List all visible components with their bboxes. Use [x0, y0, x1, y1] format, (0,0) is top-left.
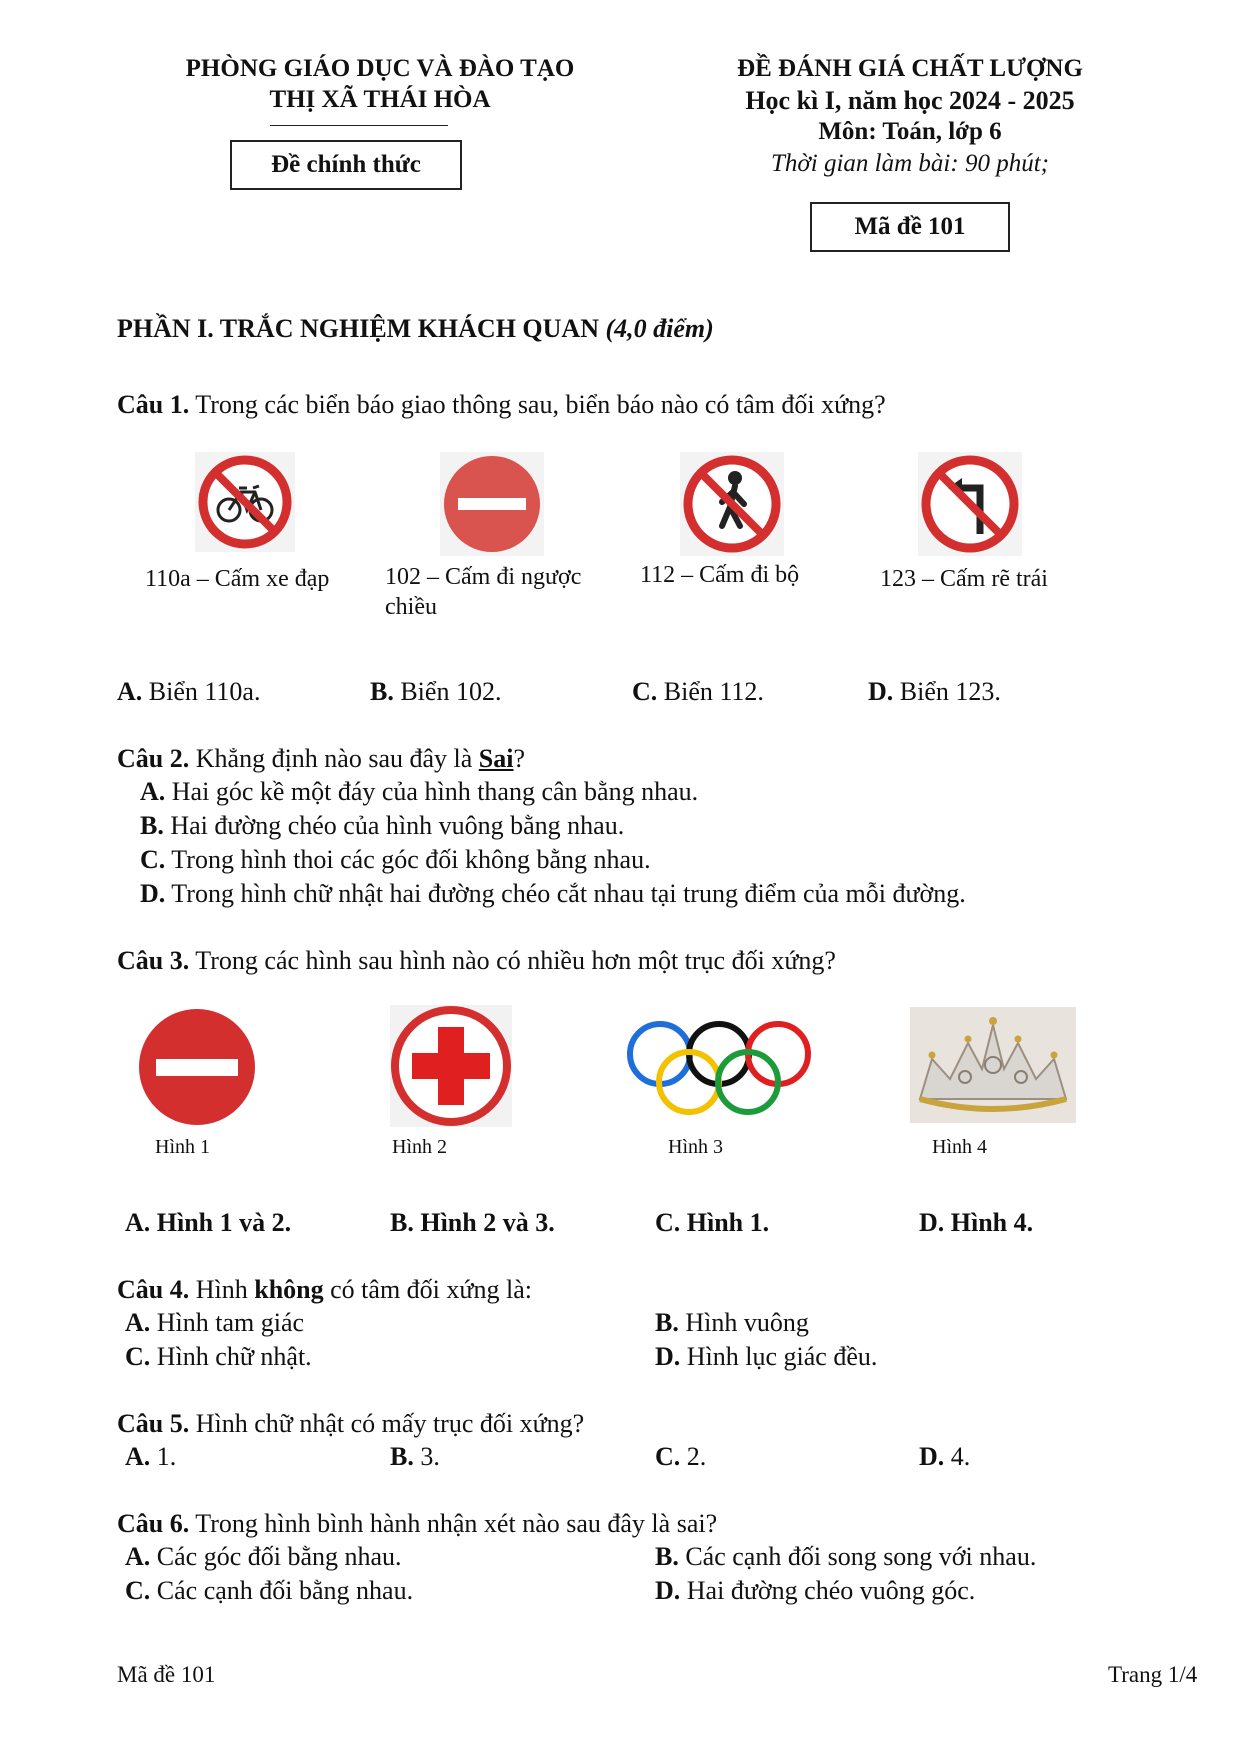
- exam-title: ĐỀ ĐÁNH GIÁ CHẤT LƯỢNG: [737, 55, 1083, 82]
- q4-option-a[interactable]: [125, 1308, 304, 1338]
- q1-option-c[interactable]: [632, 677, 764, 707]
- no-entry-figure-icon: [138, 1008, 256, 1131]
- option-letter: B.: [655, 1542, 679, 1571]
- exam-code-label: Mã đề 101: [854, 213, 966, 240]
- option-text: 3.: [413, 1442, 440, 1471]
- figure-caption-2: Hình 2: [392, 1136, 447, 1158]
- q6-option-a[interactable]: [125, 1542, 402, 1572]
- question-emphasis: không: [254, 1275, 324, 1304]
- option-text: Trong hình chữ nhật hai đường chéo cắt nhau tại trung điểm của mỗi đường.: [165, 879, 966, 908]
- option-letter: C.: [140, 845, 166, 874]
- question-label: Câu 6.: [117, 1509, 190, 1538]
- option-letter: C.: [655, 1442, 681, 1471]
- option-text: Hình chữ nhật.: [150, 1342, 312, 1371]
- q1-option-b[interactable]: [370, 677, 501, 707]
- question-label: Câu 3.: [117, 946, 190, 975]
- sign-caption-102: 102 – Cấm đi ngược: [385, 564, 582, 590]
- question-label: Câu 4.: [117, 1275, 190, 1304]
- option-letter: C.: [632, 677, 658, 706]
- q3-option-c[interactable]: C. Hình 1.: [655, 1208, 770, 1237]
- figure-caption-1: Hình 1: [155, 1136, 210, 1158]
- question-label: Câu 1.: [117, 390, 190, 419]
- q5-option-c[interactable]: [655, 1442, 706, 1472]
- sign-no-pedestrian-icon: [680, 452, 784, 561]
- option-letter: D.: [655, 1342, 681, 1371]
- option-letter: B.: [370, 677, 394, 706]
- figure-caption-4: Hình 4: [932, 1136, 987, 1158]
- option-text: Trong hình thoi các góc đối không bằng nhau.: [165, 845, 651, 874]
- q6-option-b[interactable]: [655, 1542, 1036, 1572]
- q5-option-a[interactable]: [125, 1442, 176, 1472]
- subject-line: Môn: Toán, lớp 6: [818, 118, 1002, 145]
- sign-no-entry-icon: [440, 452, 544, 561]
- option-letter: B.: [140, 811, 164, 840]
- footer-exam-code: Mã đề 101: [117, 1662, 216, 1687]
- q2-option-b[interactable]: [140, 811, 624, 841]
- option-text: Hai góc kề một đáy của hình thang cân bằng nhau.: [165, 777, 699, 806]
- question-emphasis: Sai: [478, 744, 514, 773]
- town-title: THỊ XÃ THÁI HÒA: [269, 86, 491, 113]
- option-letter: A.: [125, 1542, 151, 1571]
- option-text: 1.: [150, 1442, 177, 1471]
- option-text: Hình vuông: [678, 1308, 809, 1337]
- question-text-end: có tâm đối xứng là:: [323, 1275, 532, 1304]
- official-label: Đề chính thức: [271, 151, 421, 178]
- sign-caption-102-cont: chiều: [385, 594, 437, 620]
- option-text: Biển 112.: [657, 677, 764, 706]
- option-letter: C.: [125, 1342, 151, 1371]
- sign-caption-112: 112 – Cấm đi bộ: [640, 562, 800, 588]
- option-letter: B.: [655, 1308, 679, 1337]
- sign-no-left-turn-icon: [918, 452, 1022, 561]
- sign-caption-123: 123 – Cấm rẽ trái: [880, 566, 1048, 592]
- option-letter: D.: [655, 1576, 681, 1605]
- option-text: Các cạnh đối song song với nhau.: [678, 1542, 1037, 1571]
- q6-option-d[interactable]: [655, 1576, 975, 1606]
- q3-option-d[interactable]: D. Hình 4.: [919, 1208, 1034, 1237]
- question-label: Câu 5.: [117, 1409, 190, 1438]
- option-text: Biển 123.: [893, 677, 1001, 706]
- section-points: (4,0 điểm): [605, 314, 714, 343]
- option-letter: D.: [140, 879, 166, 908]
- footer-page-number: Trang 1/4: [1108, 1662, 1198, 1687]
- q4-option-c[interactable]: [125, 1342, 312, 1372]
- option-text: 2.: [680, 1442, 707, 1471]
- official-exam-box: [230, 140, 462, 190]
- header-underline: [270, 125, 448, 126]
- q2-option-a[interactable]: [140, 777, 698, 807]
- option-letter: A.: [140, 777, 166, 806]
- q1-option-a[interactable]: [117, 677, 260, 707]
- q1-option-d[interactable]: [868, 677, 1001, 707]
- option-letter: A.: [125, 1308, 151, 1337]
- option-text: Biển 110a.: [142, 677, 261, 706]
- section-title-text: PHẦN I. TRẮC NGHIỆM KHÁCH QUAN: [117, 314, 599, 343]
- department-title: PHÒNG GIÁO DỤC VÀ ĐÀO TẠO: [185, 55, 575, 82]
- question-text-end: ?: [513, 744, 526, 773]
- question-text: Hình: [189, 1275, 255, 1304]
- section-title: [117, 314, 714, 344]
- q2-option-c[interactable]: [140, 845, 651, 875]
- option-text: Hình tam giác: [150, 1308, 305, 1337]
- option-text: 4.: [944, 1442, 971, 1471]
- question-2: [117, 744, 525, 774]
- question-5: [117, 1409, 584, 1439]
- option-text: Hai đường chéo của hình vuông bằng nhau.: [163, 811, 625, 840]
- option-text: Các cạnh đối bằng nhau.: [150, 1576, 414, 1605]
- option-letter: A.: [117, 677, 143, 706]
- question-text: Trong hình bình hành nhận xét nào sau đây là sai?: [189, 1509, 718, 1538]
- option-text: Các góc đối bằng nhau.: [150, 1542, 402, 1571]
- option-letter: C.: [125, 1576, 151, 1605]
- sign-caption-110a: 110a – Cấm xe đạp: [145, 566, 330, 592]
- sign-no-bicycle-icon: [195, 452, 295, 557]
- olympic-rings-figure-icon: [626, 1018, 812, 1123]
- q4-option-d[interactable]: [655, 1342, 877, 1372]
- option-letter: D.: [919, 1442, 945, 1471]
- q6-option-c[interactable]: [125, 1576, 413, 1606]
- exam-code-box: [810, 202, 1010, 252]
- question-text: Hình chữ nhật có mấy trục đối xứng?: [189, 1409, 585, 1438]
- figure-caption-3: Hình 3: [668, 1136, 723, 1158]
- option-letter: B.: [390, 1442, 414, 1471]
- q3-option-b[interactable]: B. Hình 2 và 3.: [390, 1208, 555, 1237]
- q4-option-b[interactable]: [655, 1308, 809, 1338]
- question-text: Khẳng định nào sau đây là: [189, 744, 479, 773]
- q5-option-d[interactable]: [919, 1442, 970, 1472]
- time-line: Thời gian làm bài: 90 phút;: [771, 150, 1049, 177]
- question-6: [117, 1509, 717, 1539]
- option-text: Hình lục giác đều.: [680, 1342, 878, 1371]
- question-3: [117, 946, 836, 976]
- question-4: [117, 1275, 532, 1305]
- option-text: Biển 102.: [393, 677, 502, 706]
- crown-figure-icon: [910, 1007, 1076, 1128]
- option-letter: D.: [868, 677, 894, 706]
- question-text: Trong các biển báo giao thông sau, biển báo nào có tâm đối xứng?: [189, 390, 886, 419]
- q5-option-b[interactable]: [390, 1442, 440, 1472]
- question-1: [117, 390, 886, 420]
- semester-line: Học kì I, năm học 2024 - 2025: [745, 86, 1075, 115]
- q3-option-a[interactable]: A. Hình 1 và 2.: [125, 1208, 292, 1237]
- question-text: Trong các hình sau hình nào có nhiều hơn một trục đối xứng?: [189, 946, 836, 975]
- red-cross-figure-icon: [390, 1005, 512, 1132]
- question-label: Câu 2.: [117, 744, 190, 773]
- option-letter: A.: [125, 1442, 151, 1471]
- option-text: Hai đường chéo vuông góc.: [680, 1576, 976, 1605]
- q2-option-d[interactable]: [140, 879, 966, 909]
